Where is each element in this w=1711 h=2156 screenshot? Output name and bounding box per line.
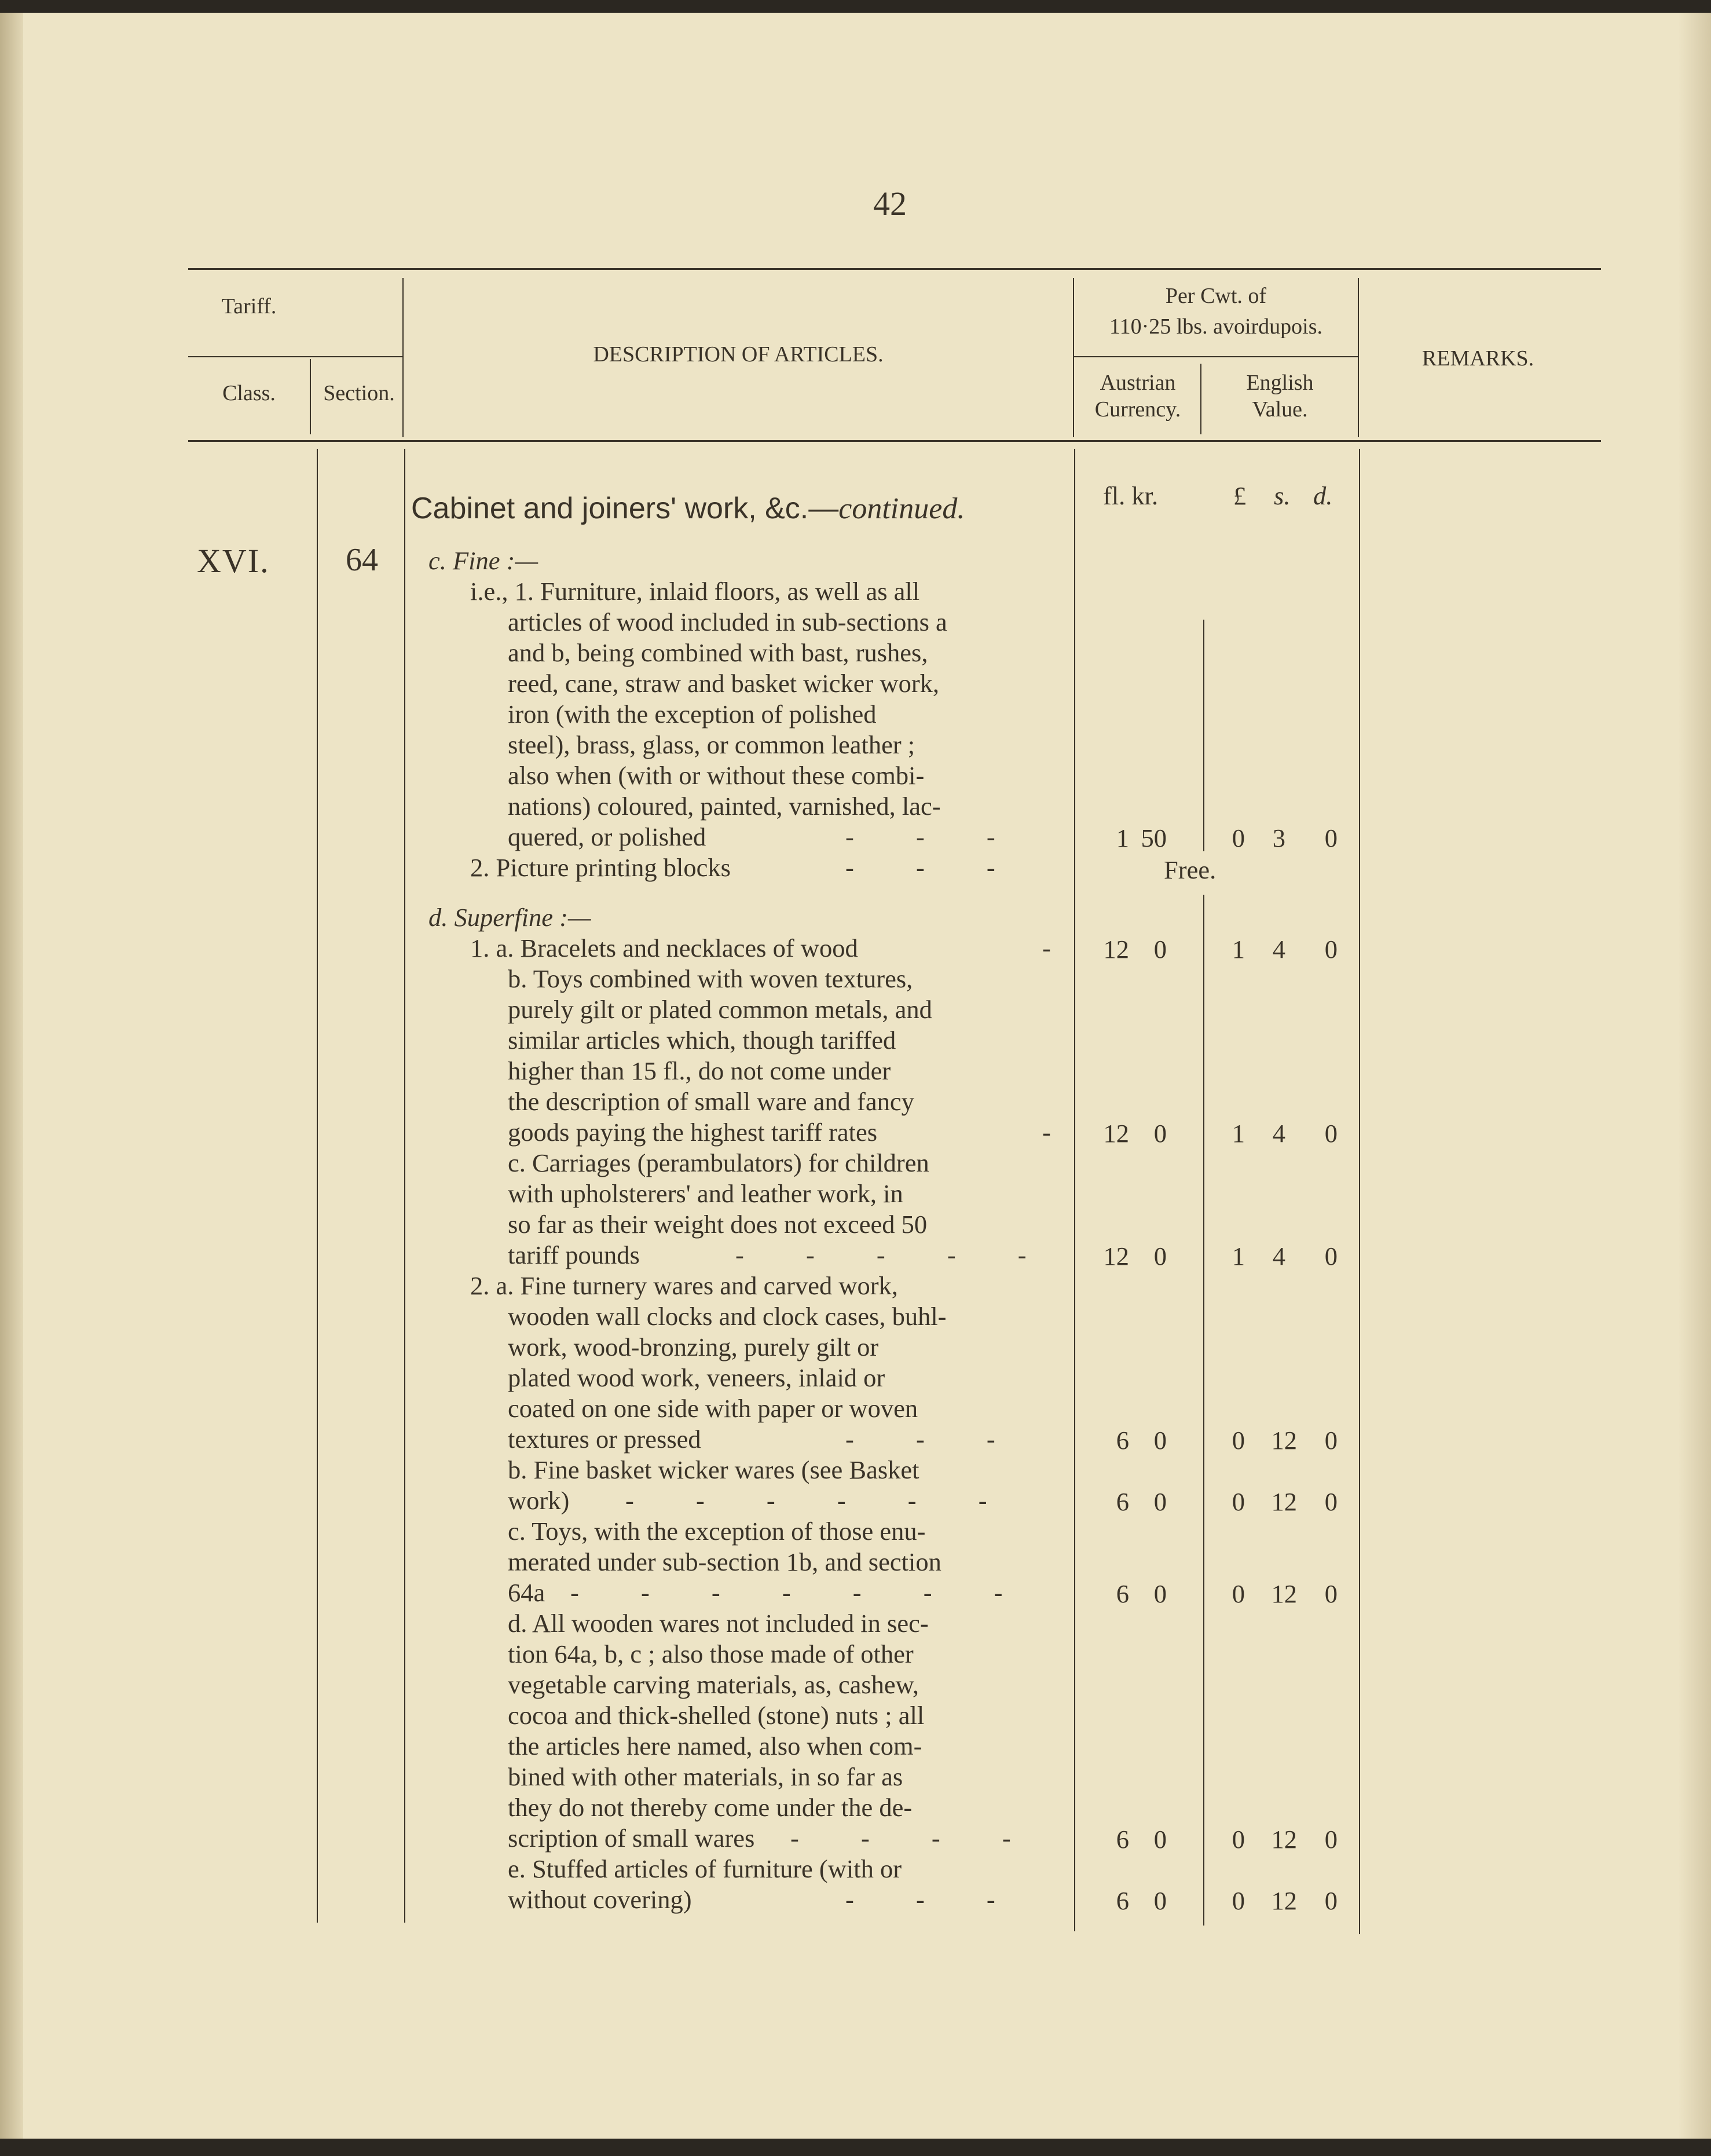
desc-line: c. Fine :— [428, 546, 538, 575]
value-pound: 0 [1232, 1426, 1245, 1455]
desc-line: the articles here named, also when com- [508, 1732, 922, 1760]
value-pound: 1 [1232, 1242, 1245, 1271]
desc-line: quered, or polished [508, 822, 706, 851]
value-kr: 0 [1153, 1487, 1167, 1516]
desc-line: articles of wood included in sub-sections a [508, 607, 947, 636]
desc-line: steel), brass, glass, or common leather ; [508, 730, 915, 759]
leader-dashes: - - - [845, 1885, 1023, 1914]
class-section-divider [317, 449, 318, 1923]
desc-line: purely gilt or plated common metals, and [508, 995, 932, 1024]
desc-line: c. Carriages (perambulators) for children [508, 1148, 929, 1177]
desc-line: work, wood-bronzing, purely gilt or [508, 1333, 879, 1361]
desc-line: cocoa and thick-shelled (stone) nuts ; all [508, 1701, 925, 1730]
value-pound: 0 [1232, 1886, 1245, 1915]
value-shilling: 12 [1271, 1579, 1297, 1608]
leader-dashes: - - - - - - [625, 1486, 1015, 1515]
desc-line: work) [508, 1486, 570, 1515]
value-pence: 0 [1324, 1487, 1338, 1516]
value-shilling: 4 [1272, 935, 1285, 964]
desc-line: reed, cane, straw and basket wicker work, [508, 669, 940, 698]
free-label: Free. [1164, 855, 1217, 884]
desc-line: 2. a. Fine turnery wares and carved work, [470, 1271, 898, 1300]
header-lbs: 110·25 lbs. avoirdupois. [1109, 314, 1322, 339]
desc-line: they do not thereby come under the de- [508, 1793, 913, 1822]
leader-dashes: - - - [845, 822, 1023, 851]
desc-line: tariff pounds [508, 1240, 640, 1269]
value-pence: 0 [1324, 935, 1338, 964]
page-gutter [0, 13, 23, 2139]
value-pound: 0 [1232, 823, 1245, 852]
leader-dashes: - - - [845, 853, 1023, 882]
page-number: 42 [873, 185, 907, 222]
desc-line: higher than 15 fl., do not come under [508, 1056, 891, 1085]
value-kr: 0 [1153, 1886, 1167, 1915]
table-top-rule [188, 268, 1601, 270]
header-description: DESCRIPTION OF ARTICLES. [593, 342, 884, 367]
value-shilling: 4 [1272, 1119, 1285, 1148]
header-bottom-rule [188, 440, 1601, 442]
leader-dashes: - [1042, 1118, 1079, 1147]
section-value: 64 [346, 542, 378, 578]
leader-dashes: - - - - [790, 1824, 1039, 1853]
value-shilling: 3 [1272, 823, 1285, 852]
desc-line: so far as their weight does not exceed 50 [508, 1210, 928, 1239]
desc-line: e. Stuffed articles of furniture (with or [508, 1854, 902, 1883]
desc-line: with upholsterers' and leather work, in [508, 1179, 903, 1208]
tariff-subrule [188, 356, 402, 357]
desc-line: textures or pressed [508, 1425, 701, 1454]
unit-shilling: s. [1274, 481, 1291, 510]
value-kr: 0 [1153, 1579, 1167, 1608]
value-kr: 50 [1141, 823, 1167, 852]
desc-line: coated on one side with paper or woven [508, 1394, 918, 1423]
header-value: Value. [1252, 397, 1308, 422]
desc-line: and b, being combined with bast, rushes, [508, 638, 928, 667]
value-pence: 0 [1324, 1886, 1338, 1915]
desc-line: nations) coloured, painted, varnished, lac- [508, 792, 941, 821]
desc-line: i.e., 1. Furniture, inlaid floors, as well as all [470, 577, 920, 606]
value-fl: 6 [1116, 1579, 1129, 1608]
desc-line: the description of small ware and fancy [508, 1087, 914, 1116]
header-austrian: Austrian [1100, 371, 1176, 395]
value-pound: 1 [1232, 1119, 1245, 1148]
desc-line: without covering) [508, 1885, 692, 1914]
desc-line: merated under sub-section 1b, and section [508, 1547, 941, 1576]
value-fl: 12 [1103, 1119, 1129, 1148]
desc-line: scription of small wares [508, 1824, 755, 1853]
desc-line: c. Toys, with the exception of those enu- [508, 1517, 926, 1546]
header-currency: Currency. [1094, 397, 1181, 422]
value-pound: 0 [1232, 1487, 1245, 1516]
unit-pence: d. [1313, 481, 1333, 510]
value-shilling: 12 [1271, 1825, 1297, 1854]
desc-line: b. Fine basket wicker wares (see Basket [508, 1455, 919, 1484]
tariff-desc-divider-header [402, 278, 404, 437]
scan-bottom-border [0, 2139, 1711, 2156]
value-kr: 0 [1153, 935, 1167, 964]
desc-line: also when (with or without these combi- [508, 761, 925, 790]
desc-line: similar articles which, though tariffed [508, 1026, 896, 1055]
value-fl: 6 [1116, 1426, 1129, 1455]
value-kr: 0 [1153, 1426, 1167, 1455]
value-pence: 0 [1324, 1242, 1338, 1271]
desc-line: d. Superfine :— [428, 903, 591, 932]
desc-line: wooden wall clocks and clock cases, buhl- [508, 1302, 947, 1331]
section-heading [411, 491, 965, 526]
desc-line: bined with other materials, in so far as [508, 1762, 903, 1791]
value-pound: 0 [1232, 1579, 1245, 1608]
value-fl: 12 [1103, 935, 1129, 964]
class-value: XVI. [197, 542, 270, 580]
value-kr: 0 [1153, 1242, 1167, 1271]
value-pence: 0 [1324, 1579, 1338, 1608]
value-fl: 6 [1116, 1487, 1129, 1516]
value-pound: 0 [1232, 1825, 1245, 1854]
value-pence: 0 [1324, 1426, 1338, 1455]
value-shilling: 4 [1272, 1242, 1285, 1271]
leader-dashes: - [1042, 934, 1079, 962]
header-class: Class. [222, 381, 276, 405]
desc-line: b. Toys combined with woven textures, [508, 964, 913, 993]
class-section-divider-header [310, 359, 311, 434]
austrian-english-divider-a [1203, 620, 1204, 851]
value-fl: 1 [1116, 823, 1129, 852]
value-pence: 0 [1324, 1119, 1338, 1148]
desc-line: iron (with the exception of polished [508, 700, 877, 729]
page-edge [1679, 13, 1711, 2139]
header-tariff: Tariff. [221, 294, 277, 319]
desc-line: 1. a. Bracelets and necklaces of wood [470, 934, 858, 962]
scan-top-border [0, 0, 1711, 13]
value-shilling: 12 [1271, 1426, 1297, 1455]
desc-line: vegetable carving materials, as, cashew, [508, 1670, 919, 1699]
austrian-english-divider-b [1203, 895, 1204, 1926]
value-fl: 6 [1116, 1886, 1129, 1915]
value-shilling: 12 [1271, 1886, 1297, 1915]
value-fl: 12 [1103, 1242, 1129, 1271]
desc-line: tion 64a, b, c ; also those made of other [508, 1639, 914, 1668]
heading-main: Cabinet and joiners' work, &c.— [411, 492, 839, 525]
desc-line: 64a [508, 1578, 545, 1607]
percwt-subrule [1074, 356, 1358, 357]
desc-line: d. All wooden wares not included in sec- [508, 1609, 929, 1638]
value-kr: 0 [1153, 1119, 1167, 1148]
value-pence: 0 [1324, 823, 1338, 852]
header-per-cwt: Per Cwt. of [1165, 284, 1267, 308]
unit-fl-kr: fl. kr. [1103, 481, 1159, 510]
leader-dashes: - - - - - - - [570, 1578, 1031, 1607]
leader-dashes: - - - - - [735, 1240, 1054, 1269]
tariff-desc-divider [404, 449, 405, 1923]
header-section: Section. [323, 381, 395, 405]
header-remarks: REMARKS. [1421, 346, 1534, 371]
header-english: English [1246, 371, 1314, 395]
desc-line: plated wood work, veneers, inlaid or [508, 1363, 885, 1392]
desc-line: 2. Picture printing blocks [470, 853, 731, 882]
heading-italic: continued. [838, 492, 965, 525]
value-pence: 0 [1324, 1825, 1338, 1854]
value-fl: 6 [1116, 1825, 1129, 1854]
desc-value-divider [1074, 449, 1075, 1931]
value-remarks-divider-header [1358, 278, 1359, 437]
value-remarks-divider [1359, 449, 1360, 1934]
leader-dashes: - - - [845, 1425, 1023, 1454]
unit-pound: £ [1233, 481, 1247, 510]
value-shilling: 12 [1271, 1487, 1297, 1516]
value-kr: 0 [1153, 1825, 1167, 1854]
desc-line: goods paying the highest tariff rates [508, 1118, 878, 1147]
value-pound: 1 [1232, 935, 1245, 964]
